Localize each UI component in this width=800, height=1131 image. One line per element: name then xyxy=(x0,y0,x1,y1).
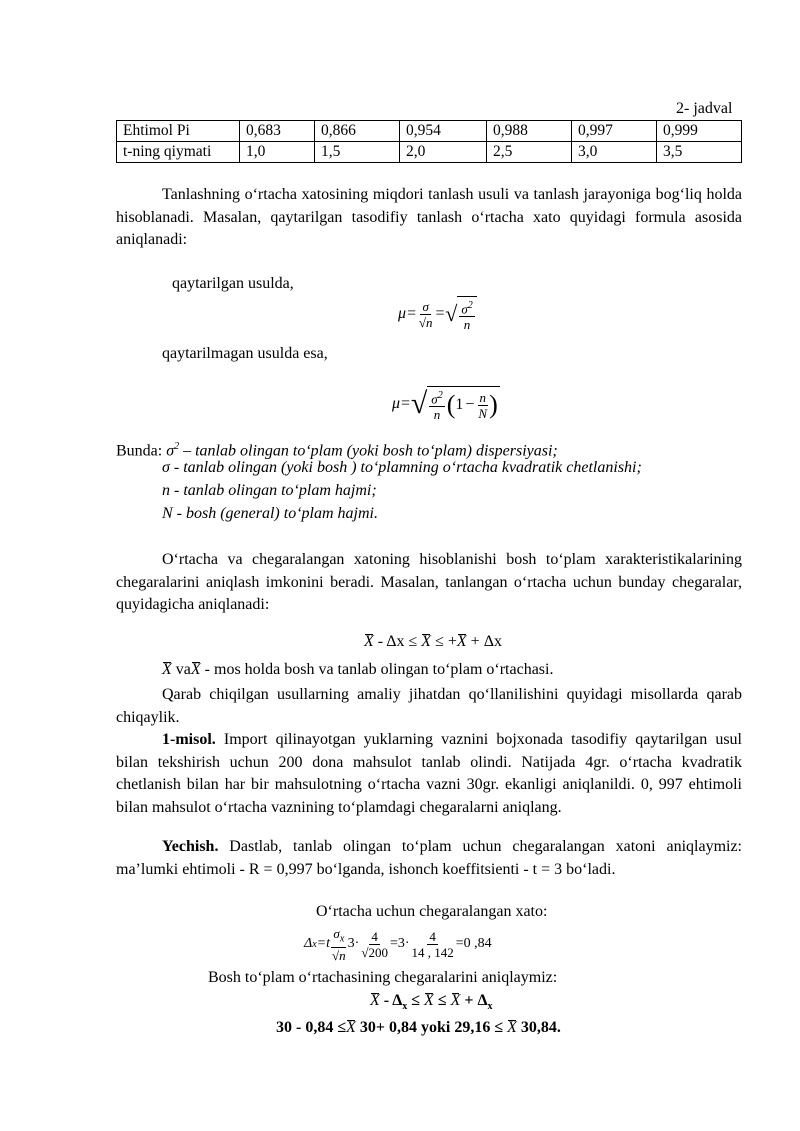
formula-exponent: 2 xyxy=(174,441,180,452)
label-repeated-sampling: qaytarilgan usulda, xyxy=(172,275,294,292)
definitions-lead: Bunda: xyxy=(116,442,167,460)
formula-symbol: = xyxy=(406,305,417,323)
fraction: $\frac{\sigma}{√n}$ xyxy=(418,298,433,330)
x-bar-symbol: X xyxy=(421,633,432,650)
formula-text: 30+ 0,84 yoki 29,16 ≤ xyxy=(355,1019,508,1036)
formula-symbol: μ xyxy=(392,395,401,413)
inequality-bounds xyxy=(364,633,502,651)
centered-heading-1: O‘rtacha uchun chegaralangan xato: xyxy=(316,903,548,920)
formula-text: - Δx ≤ xyxy=(373,633,422,650)
formula-subscript: x xyxy=(402,1001,408,1013)
formula-symbol: = xyxy=(400,395,411,413)
x-bar-definition xyxy=(162,661,553,679)
formula-text: - mos holda bosh va tanlab olingan to‘plam o‘rtachasi. xyxy=(200,661,554,678)
definitions-line-3: n - tanlab olingan to‘plam hajmi; xyxy=(162,482,377,499)
formula-text: ≤ + xyxy=(431,633,457,650)
table-cell: 3,0 xyxy=(572,142,657,163)
formula-repeated xyxy=(398,296,477,332)
definitions-line-2: σ - tanlab olingan (yoki bosh ) to‘plamning o‘rtacha kvadratik chetlanishi; xyxy=(162,459,642,476)
solution-label: Yechish. xyxy=(162,838,219,855)
formula-symbol: 200 xyxy=(368,944,388,960)
formula-text: + Δ xyxy=(460,992,488,1009)
formula-symbol: n xyxy=(479,389,486,405)
square-root: √ $\frac{\sigma^2}{n}$ ( 1 − $\frac{n}{N}$ ) xyxy=(410,387,498,423)
formula-symbol: σ xyxy=(461,301,468,317)
formula-symbol: σ xyxy=(166,442,175,460)
x-bar-symbol: X xyxy=(424,992,434,1009)
formula-symbol: 4 xyxy=(429,928,436,944)
paragraph-example-1 xyxy=(116,729,742,819)
formula-symbol: σ xyxy=(422,298,429,314)
centered-heading-2: Bosh to‘plam o‘rtachasining chegaralarini aniqlaymiz: xyxy=(208,969,558,986)
table-cell: 1,5 xyxy=(315,142,400,163)
formula-symbol: n xyxy=(433,407,441,423)
solution-text: Dastlab, tanlab olingan to‘plam uchun chegaralangan xatoni aniqlaymiz: ma’lumki ehtimoli - R = 0,997 bo‘lganda, ishonch koeffitsienti - t = 3 bo‘ladi. xyxy=(116,838,742,878)
fraction xyxy=(410,929,456,960)
formula-symbol: 14 , 142 xyxy=(411,944,454,960)
formula-text: va xyxy=(171,661,191,678)
paragraph-solution xyxy=(116,836,742,881)
example-text: Import qilinayotgan yuklarning vaznini bojxonada tasodifiy qaytarilgan usul bilan tekshirish uchun 200 dona mahsulot tanlab olindi. Natijada 4gr. o‘rtacha kvadratik chetlanish bilan har bir mahsulotning o‘rtacha vazni 30gr. ekanligi aniqlanildi. 0, 997 ehtimoli bilan mahsulot o‘rtacha vaznining to‘plamdagi chegaralarni aniqlang. xyxy=(116,731,742,816)
formula-text: 30,84. xyxy=(516,1019,561,1036)
paragraph-examples: Qarab chiqilgan usullarning amaliy jihatdan qo‘llanilishini quyidagi misollarda qarab chiqaylik. xyxy=(116,686,742,726)
x-bar-symbol: X xyxy=(346,1019,356,1036)
table-cell: 0,988 xyxy=(487,121,572,142)
formula-symbol: σ xyxy=(431,391,438,407)
formula-subscript: x xyxy=(312,938,317,950)
formula-result: =0 ,84 xyxy=(455,936,492,952)
table-cell: 2,5 xyxy=(487,142,572,163)
formula-text: ≤ xyxy=(433,992,451,1009)
final-answer xyxy=(276,1019,561,1037)
formula-limited-error xyxy=(304,926,492,963)
formula-subscript: x xyxy=(339,933,345,945)
x-bar-symbol: X xyxy=(364,633,374,650)
table-row xyxy=(117,121,742,142)
x-bar-symbol: X xyxy=(370,992,380,1009)
formula-symbol: Δ xyxy=(304,936,313,952)
formula-symbol: n xyxy=(339,947,346,963)
probability-table xyxy=(116,120,742,163)
formula-symbol: =t xyxy=(316,936,331,952)
formula-symbol: − xyxy=(465,396,475,414)
example-label: 1-misol. xyxy=(162,731,216,748)
formula-text: 30 - 0,84 ≤ xyxy=(276,1019,347,1036)
paragraph-intro: Tanlashning o‘rtacha xatosining miqdori tanlash usuli va tanlash jarayoniga bog‘liq holda hisoblanadi. Masalan, qaytarilgan tasodifiy tanlash o‘rtacha xato quyidagi formula asosida aniqlanadi: xyxy=(116,186,742,248)
formula-symbol: μ xyxy=(398,305,407,323)
formula-symbol: σ xyxy=(333,926,340,941)
table-cell: 0,954 xyxy=(400,121,487,142)
fraction: $\frac{4}{√200}$ xyxy=(361,928,388,960)
table-row xyxy=(117,142,742,163)
formula-symbol: n xyxy=(463,317,471,333)
x-bar-symbol: X xyxy=(190,661,201,678)
x-bar-symbol: X xyxy=(450,992,461,1009)
formula-symbol: n xyxy=(425,314,433,330)
formula-nonrepeated xyxy=(392,386,500,422)
formula-text: - Δ xyxy=(379,992,403,1009)
formula-exponent: 2 xyxy=(467,300,473,311)
definition-text: – tanlab olingan to‘plam (yoki bosh to‘plam) dispersiyasi; xyxy=(179,442,558,460)
formula-text: + Δx xyxy=(466,633,502,650)
fraction: $\frac{\sigma_x}{√n}$ xyxy=(332,926,346,963)
table-cell: 3,5 xyxy=(657,142,742,163)
formula-exponent: 2 xyxy=(437,390,443,401)
definitions-line-4: N - bosh (general) to‘plam hajmi. xyxy=(162,505,378,522)
x-bar-symbol: X xyxy=(456,633,467,650)
formula-symbol: = xyxy=(434,305,446,323)
formula-symbol: 3· xyxy=(347,936,360,952)
table-cell: 2,0 xyxy=(400,142,487,163)
formula-symbol: N xyxy=(478,405,488,421)
x-bar-symbol: X xyxy=(162,661,172,678)
formula-subscript: x xyxy=(487,1001,493,1013)
formula-symbol: =3· xyxy=(389,936,410,952)
table-caption: 2- jadval xyxy=(676,100,733,117)
table-cell: 0,999 xyxy=(657,121,742,142)
formula-symbol: 1 xyxy=(455,396,464,414)
table-cell: 0,683 xyxy=(240,121,315,142)
table-cell: 0,866 xyxy=(315,121,400,142)
label-nonrepeated-sampling: qaytarilmagan usulda esa, xyxy=(162,345,328,362)
table-cell: 0,997 xyxy=(572,121,657,142)
table-cell: Ehtimol Pi xyxy=(117,121,240,142)
table-cell: t-ning qiymati xyxy=(117,142,240,163)
square-root: √ $\frac{\sigma^2}{n}$ xyxy=(445,296,477,332)
paragraph-bounds: O‘rtacha va chegaralangan xatoning hisoblanishi bosh to‘plam xarakteristikalarining chegaralarini aniqlash imkonini beradi. Masalan, tanlangan o‘rtacha uchun bunday chegaralar, quyidagicha aniqlanadi: xyxy=(116,551,742,613)
table-cell: 1,0 xyxy=(240,142,315,163)
x-bar-symbol: X xyxy=(507,1019,517,1036)
formula-text: ≤ xyxy=(407,992,425,1009)
inequality-population-mean xyxy=(370,992,493,1012)
formula-symbol: 4 xyxy=(371,928,378,944)
